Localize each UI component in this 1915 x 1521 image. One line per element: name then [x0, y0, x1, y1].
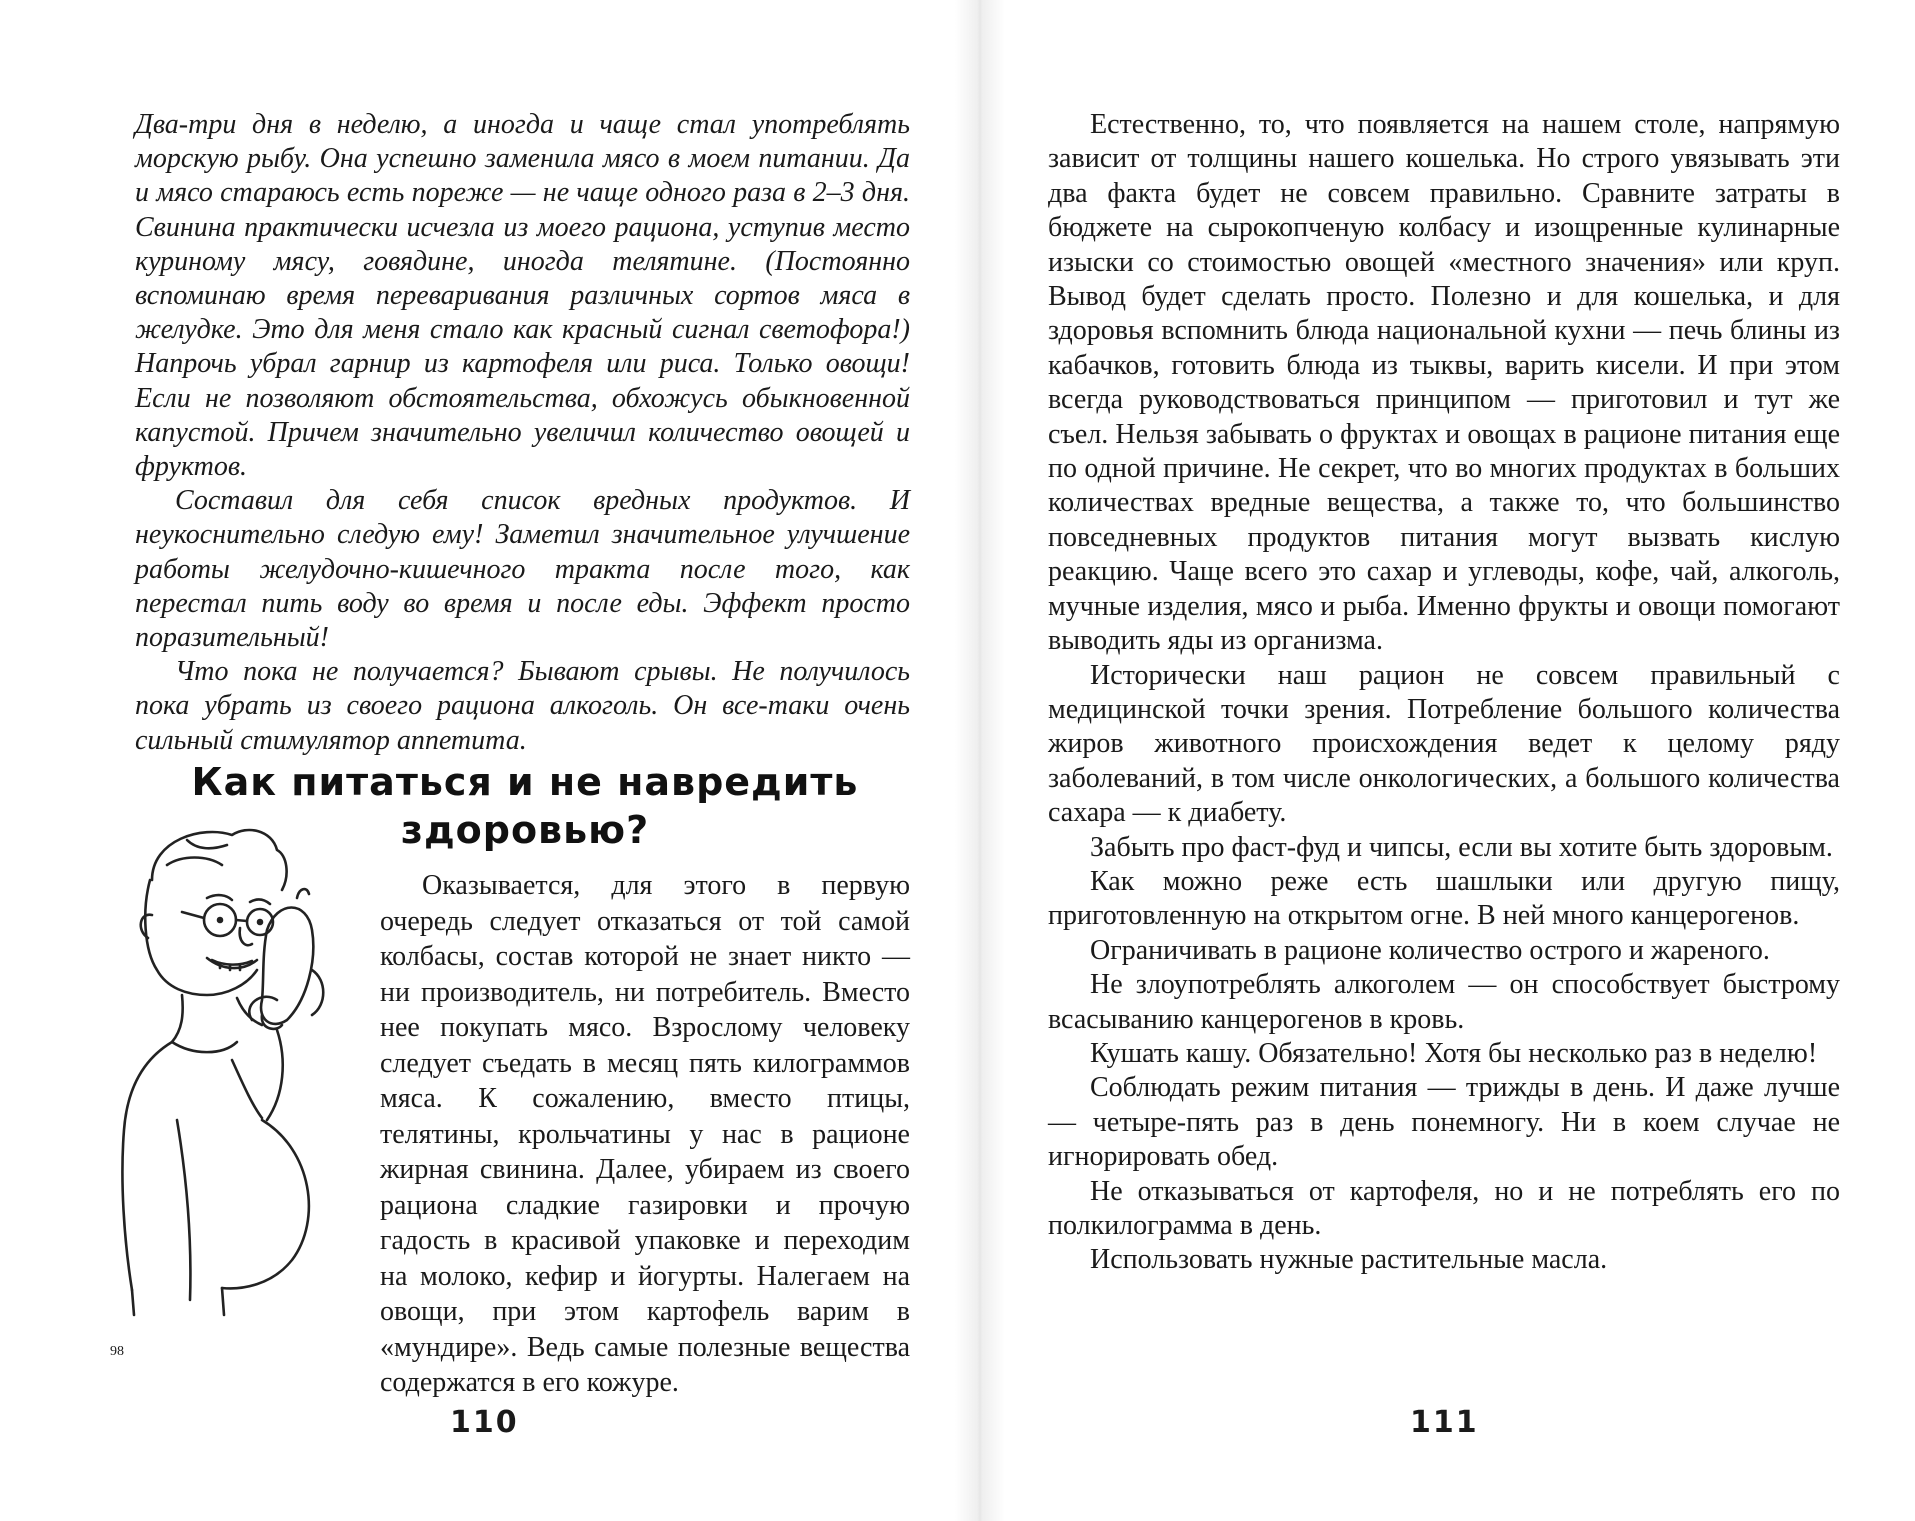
page-number: 110: [450, 1405, 519, 1440]
body-paragraph: Забыть про фаст-фуд и чипсы, если вы хотите быть здоровым.: [1090, 831, 1833, 863]
small-page-mark: 98: [110, 1344, 124, 1359]
body-paragraph: Не отказываться от картофеля, но и не потреблять его по полкилограмма в день.: [1048, 1175, 1840, 1241]
body-paragraph: Кушать кашу. Обязательно! Хотя бы несколько раз в неделю!: [1090, 1037, 1818, 1069]
heading-line-2: здоровью?: [400, 808, 650, 852]
body-paragraph: Оказывается, для этого в первую очередь следует отказаться от той самой колбасы, состав которой не знает никто — ни производитель, ни потребитель. Вместо нее покупать мясо. Взрослому человеку следует съедать в месяц пять килограммов мяса. К сожалению, вместо птицы, телятины, крольчатины у нас в рационе жирная свинина. Далее, убираем из своего рациона сладкие газировки и прочую гадость в красивой упаковке и переходим на молоко, кефир и йогурты. Налегаем на овощи, при этом картофель варим в «мундире». Ведь самые полезные вещества содержатся в его кожуре.: [380, 870, 910, 1398]
body-paragraph: Не злоупотреблять алкоголем — он способствует быстрому всасыванию канцерогенов в кровь.: [1048, 969, 1840, 1035]
body-paragraph: Ограничивать в рационе количество острого и жареного.: [1090, 934, 1770, 966]
right-text-block: [1048, 108, 1840, 1278]
italic-paragraph: Два-три дня в неделю, а иногда и чаще стал употреблять морскую рыбу. Она успешно заменила мясо в моем питании. Да и мясо стараюсь есть пореже — не чаще одного раза в 2–3 дня. Свинина практически исчезла из моего рациона, уступив место куриному мясу, говядине, иногда телятине. (Постоянно вспоминаю время переваривания различных сортов мяса в желудке. Это для меня стало как красный сигнал светофора!) Напрочь убрал гарнир из картофеля или риса. Только овощи! Если не позволяют обстоятельства, обхожусь обыкновенной капустой. Причем значительно увеличил количество овощей и фруктов.: [135, 109, 910, 483]
body-paragraph: Соблюдать режим питания — трижды в день. И даже лучше — четыре-пять раз в день понемногу. Ни в коем случае не игнорировать обед.: [1048, 1072, 1840, 1173]
body-paragraph: Использовать нужные растительные масла.: [1090, 1244, 1608, 1276]
body-paragraph: Исторически наш рацион не совсем правильный с медицинской точки зрения. Потребление большого количества жиров животного происхождения ведет к целому ряду заболеваний, в том числе онкологических, а большого количества сахара — к диабету.: [1048, 659, 1840, 829]
heading-line-1: Как питаться и не навредить: [191, 760, 859, 804]
page-number: 111: [1410, 1405, 1479, 1440]
italic-paragraph: Что пока не получается? Бывают срывы. Не получилось пока убрать из своего рациона алкоголь. Он все-таки очень сильный стимулятор аппетита.: [135, 656, 910, 756]
body-paragraph: Как можно реже есть шашлыки или другую пищу, приготовленную на открытом огне. В ней много канцерогенов.: [1048, 865, 1840, 932]
italic-paragraph: Составил для себя список вредных продуктов. И неукоснительно следую ему! Заметил значительное улучшение работы желудочно-кишечного тракта после того, как перестал пить воду во время и после еды. Эффект просто поразительный!: [135, 485, 910, 654]
body-paragraph: Естественно, то, что появляется на нашем столе, напрямую зависит от толщины нашего кошелька. Но строго увязывать эти два факта будет не совсем правильно. Сравните затраты в бюджете на сырокопченую колбасу и изощренные кулинарные изыски со стоимостью овощей «местного значения» или круп. Вывод будет сделать просто. Полезно и для кошелька, и для здоровья вспомнить блюда национальной кухни — печь блины из кабачков, готовить блюда из тыквы, варить кисели. И при этом всегда руководствоваться принципом — приготовил и тут же съел. Нельзя забывать о фруктах и овощах в рационе питания еще по одной причине. Не секрет, что во многих продуктах в больших количествах вредные вещества, а также то, что большинство повседневных продуктов питания могут вызвать кислую реакцию. Чаще всего это сахар и углеводы, кофе, чай, алкоголь, мучные изделия, мясо и рыба. Именно фрукты и овощи помогают выводить яды из организма.: [1048, 109, 1840, 657]
